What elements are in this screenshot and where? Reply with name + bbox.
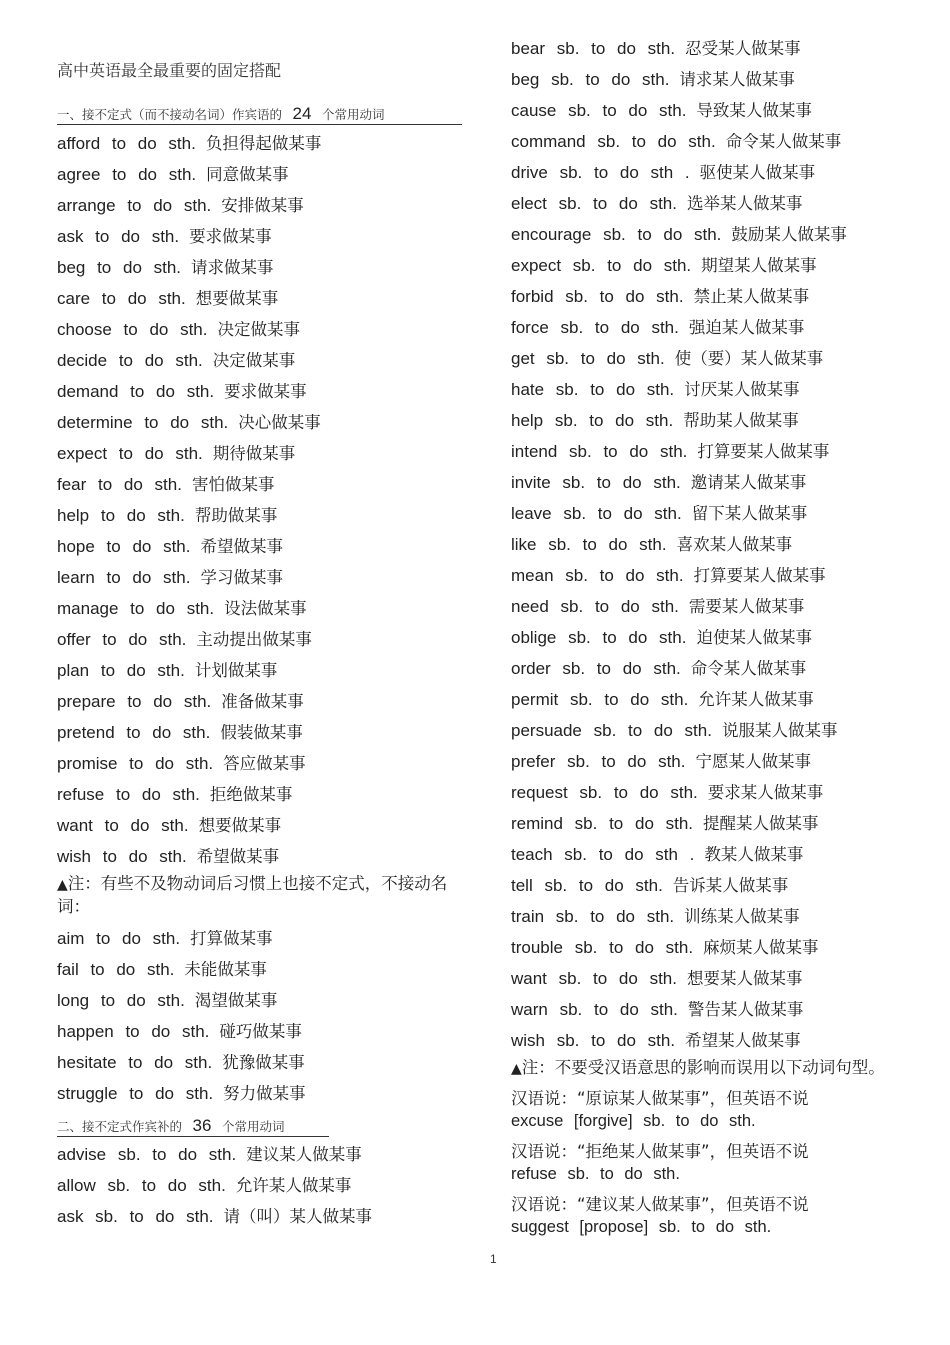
list-item	[57, 378, 321, 409]
phrase-chinese: 期待做某事	[212, 444, 296, 463]
list-item	[511, 686, 847, 717]
phrase-chinese: 希望做某事	[200, 537, 283, 556]
list-item	[57, 564, 321, 595]
list-item	[511, 1027, 847, 1058]
phrase-chinese: 强迫某人做某事	[688, 318, 805, 337]
list-item	[511, 934, 847, 965]
phrase-english: afford to do sth.	[57, 134, 196, 153]
phrase-chinese: 讨厌某人做某事	[684, 380, 800, 399]
phrase-chinese: 帮助做某事	[194, 506, 278, 525]
phrase-chinese: 帮助某人做某事	[683, 411, 799, 430]
phrase-chinese: 禁止某人做某事	[693, 287, 810, 306]
misuse-zh: 汉语说：“建议某人做某事”，但英语不说	[511, 1195, 809, 1214]
list-item	[511, 810, 847, 841]
list-item	[511, 593, 847, 624]
phrase-chinese: 负担得起做某事	[205, 134, 322, 153]
phrase-chinese: 准备做某事	[221, 692, 304, 711]
phrase-english: struggle to do sth.	[57, 1084, 214, 1103]
list-item	[511, 965, 847, 996]
phrase-chinese: 要求某人做某事	[707, 783, 824, 802]
phrase-english: ask sb. to do sth.	[57, 1207, 214, 1226]
phrase-chinese: 想要做某事	[195, 289, 279, 308]
section-2-count: 36	[192, 1116, 212, 1135]
phrase-chinese: 选举某人做某事	[686, 194, 803, 213]
phrase-english: beg sb. to do sth.	[511, 70, 670, 89]
phrase-chinese: 安排做某事	[221, 196, 304, 215]
list-item	[511, 903, 847, 934]
triangle-icon: ▲	[511, 1061, 522, 1077]
list-item	[511, 748, 847, 779]
phrase-english: want sb. to do sth.	[511, 969, 677, 988]
phrase-chinese: 碰巧做某事	[219, 1022, 302, 1041]
phrase-chinese: 训练某人做某事	[684, 907, 800, 926]
section-1-note-list	[57, 925, 306, 1111]
phrase-english: advise sb. to do sth.	[57, 1145, 237, 1164]
phrase-chinese: 驱使某人做某事	[699, 163, 816, 182]
list-item	[57, 1203, 372, 1234]
section-1-note	[57, 873, 462, 918]
list-item	[511, 314, 847, 345]
phrase-english: tell sb. to do sth.	[511, 876, 663, 895]
section-2-list-right	[511, 35, 847, 1058]
phrase-chinese: 决定做某事	[212, 351, 296, 370]
phrase-english: teach sb. to do sth .	[511, 845, 695, 864]
list-item	[511, 66, 847, 97]
phrase-english: demand to do sth.	[57, 382, 215, 401]
phrase-chinese: 迫使某人做某事	[696, 628, 812, 647]
list-item	[511, 531, 847, 562]
list-item	[57, 1172, 372, 1203]
section-2-note-text: 注：不要受汉语意思的影响而误用以下动词句型。	[521, 1058, 885, 1077]
phrase-english: invite sb. to do sth.	[511, 473, 681, 492]
phrase-chinese: 请（叫）某人做某事	[223, 1207, 373, 1226]
list-item	[511, 159, 847, 190]
phrase-chinese: 期望某人做某事	[701, 256, 817, 275]
section-1-note-text: 注：有些不及物动词后习惯上也接不定式，不接动名词：	[57, 874, 448, 916]
phrase-english: long to do sth.	[57, 991, 185, 1010]
phrase-english: refuse to do sth.	[57, 785, 200, 804]
phrase-english: happen to do sth.	[57, 1022, 210, 1041]
misuse-en: suggest [propose] sb. to do sth.	[511, 1218, 772, 1236]
phrase-chinese: 鼓励某人做某事	[731, 225, 847, 244]
phrase-english: oblige sb. to do sth.	[511, 628, 687, 647]
phrase-english: trouble sb. to do sth.	[511, 938, 694, 957]
phrase-chinese: 麻烦某人做某事	[703, 938, 819, 957]
phrase-chinese: 允许某人做某事	[698, 690, 814, 709]
phrase-english: like sb. to do sth.	[511, 535, 667, 554]
phrase-chinese: 渴望做某事	[194, 991, 278, 1010]
list-item	[511, 438, 847, 469]
list-item	[511, 345, 847, 376]
phrase-english: intend sb. to do sth.	[511, 442, 688, 461]
phrase-english: train sb. to do sth.	[511, 907, 675, 926]
phrase-english: help sb. to do sth.	[511, 411, 674, 430]
phrase-chinese: 希望做某事	[196, 847, 280, 866]
phrase-english: care to do sth.	[57, 289, 186, 308]
list-item	[511, 128, 847, 159]
phrase-chinese: 邀请某人做某事	[690, 473, 807, 492]
phrase-chinese: 警告某人做某事	[687, 1000, 804, 1019]
section-1-heading-suffix: 个常用动词	[322, 107, 385, 122]
list-item	[511, 376, 847, 407]
phrase-chinese: 留下某人做某事	[691, 504, 808, 523]
misuse-paragraph-1	[511, 1087, 809, 1133]
phrase-chinese: 努力做某事	[223, 1084, 306, 1103]
list-item	[57, 533, 321, 564]
list-item	[57, 1080, 306, 1111]
phrase-chinese: 答应做某事	[223, 754, 306, 773]
phrase-english: elect sb. to do sth.	[511, 194, 677, 213]
list-item	[57, 781, 321, 812]
phrase-chinese: 允许某人做某事	[235, 1176, 352, 1195]
phrase-chinese: 设法做某事	[224, 599, 307, 618]
phrase-english: aim to do sth.	[57, 929, 181, 948]
phrase-english: plan to do sth.	[57, 661, 185, 680]
list-item	[511, 469, 847, 500]
phrase-english: forbid sb. to do sth.	[511, 287, 684, 306]
list-item	[511, 996, 847, 1027]
phrase-english: command sb. to do sth.	[511, 132, 716, 151]
list-item	[57, 1141, 372, 1172]
phrase-chinese: 打算要某人做某事	[697, 442, 830, 461]
list-item	[511, 252, 847, 283]
phrase-english: offer to do sth.	[57, 630, 187, 649]
list-item	[57, 626, 321, 657]
phrase-english: hate sb. to do sth.	[511, 380, 675, 399]
list-item	[57, 409, 321, 440]
phrase-english: learn to do sth.	[57, 568, 191, 587]
list-item	[57, 812, 321, 843]
phrase-chinese: 忍受某人做某事	[685, 39, 801, 58]
list-item	[511, 407, 847, 438]
misuse-zh: 汉语说：“原谅某人做某事”，但英语不说	[511, 1089, 809, 1108]
section-1-list	[57, 130, 321, 874]
list-item	[57, 223, 321, 254]
list-item	[511, 221, 847, 252]
list-item	[511, 35, 847, 66]
list-item	[57, 1049, 306, 1080]
phrase-chinese: 说服某人做某事	[721, 721, 838, 740]
phrase-english: expect sb. to do sth.	[511, 256, 692, 275]
page-title: 高中英语最全最重要的固定搭配	[57, 61, 282, 80]
phrase-english: force sb. to do sth.	[511, 318, 679, 337]
misuse-paragraph-2	[511, 1140, 809, 1186]
phrase-chinese: 希望某人做某事	[685, 1031, 801, 1050]
phrase-english: bear sb. to do sth.	[511, 39, 676, 58]
list-item	[511, 500, 847, 531]
phrase-chinese: 犹豫做某事	[222, 1053, 305, 1072]
list-item	[511, 562, 847, 593]
list-item	[57, 843, 321, 874]
phrase-english: order sb. to do sth.	[511, 659, 681, 678]
list-item	[511, 779, 847, 810]
list-item	[57, 657, 321, 688]
phrase-english: persuade sb. to do sth.	[511, 721, 712, 740]
list-item	[57, 719, 321, 750]
misuse-paragraph-3	[511, 1193, 809, 1239]
phrase-chinese: 提醒某人做某事	[703, 814, 819, 833]
phrase-english: expect to do sth.	[57, 444, 203, 463]
phrase-english: hope to do sth.	[57, 537, 191, 556]
phrase-chinese: 学习做某事	[200, 568, 283, 587]
section-1-count: 24	[292, 104, 312, 123]
list-item	[511, 97, 847, 128]
phrase-english: manage to do sth.	[57, 599, 215, 618]
phrase-english: get sb. to do sth.	[511, 349, 665, 368]
list-item	[57, 254, 321, 285]
list-item	[57, 1018, 306, 1049]
phrase-chinese: 需要某人做某事	[688, 597, 805, 616]
phrase-chinese: 同意做某事	[206, 165, 289, 184]
misuse-zh: 汉语说：“拒绝某人做某事”，但英语不说	[511, 1142, 809, 1161]
phrase-english: want to do sth.	[57, 816, 189, 835]
phrase-chinese: 拒绝做某事	[209, 785, 293, 804]
phrase-english: pretend to do sth.	[57, 723, 211, 742]
phrase-english: leave sb. to do sth.	[511, 504, 682, 523]
phrase-english: hesitate to do sth.	[57, 1053, 213, 1072]
phrase-english: decide to do sth.	[57, 351, 203, 370]
phrase-english: prefer sb. to do sth.	[511, 752, 686, 771]
phrase-chinese: 导致某人做某事	[696, 101, 812, 120]
phrase-english: request sb. to do sth.	[511, 783, 698, 802]
section-1-heading	[57, 105, 462, 125]
phrase-chinese: 想要某人做某事	[686, 969, 803, 988]
phrase-english: fear to do sth.	[57, 475, 182, 494]
phrase-english: need sb. to do sth.	[511, 597, 679, 616]
phrase-english: help to do sth.	[57, 506, 185, 525]
list-item	[57, 925, 306, 956]
list-item	[57, 471, 321, 502]
phrase-english: determine to do sth.	[57, 413, 229, 432]
phrase-english: warn sb. to do sth.	[511, 1000, 678, 1019]
list-item	[57, 750, 321, 781]
phrase-chinese: 打算做某事	[190, 929, 273, 948]
list-item	[511, 872, 847, 903]
phrase-english: fail to do sth.	[57, 960, 175, 979]
phrase-english: agree to do sth.	[57, 165, 197, 184]
phrase-chinese: 命令某人做某事	[690, 659, 807, 678]
phrase-chinese: 害怕做某事	[191, 475, 275, 494]
phrase-english: remind sb. to do sth.	[511, 814, 694, 833]
section-2-note	[511, 1057, 931, 1080]
phrase-english: ask to do sth.	[57, 227, 180, 246]
section-2-heading	[57, 1117, 329, 1137]
phrase-chinese: 教某人做某事	[704, 845, 804, 864]
list-item	[57, 192, 321, 223]
phrase-chinese: 告诉某人做某事	[672, 876, 789, 895]
phrase-english: wish sb. to do sth.	[511, 1031, 676, 1050]
list-item	[57, 688, 321, 719]
phrase-chinese: 请求做某事	[191, 258, 274, 277]
list-item	[57, 502, 321, 533]
phrase-english: drive sb. to do sth .	[511, 163, 690, 182]
list-item	[57, 347, 321, 378]
list-item	[57, 285, 321, 316]
misuse-en: refuse sb. to do sth.	[511, 1165, 680, 1183]
phrase-english: permit sb. to do sth.	[511, 690, 689, 709]
triangle-icon: ▲	[57, 877, 68, 893]
phrase-chinese: 要求做某事	[189, 227, 272, 246]
phrase-english: beg to do sth.	[57, 258, 182, 277]
phrase-english: encourage sb. to do sth.	[511, 225, 722, 244]
phrase-english: wish to do sth.	[57, 847, 187, 866]
section-1-heading-prefix: 一、接不定式（而不接动名词）作宾语的	[57, 107, 283, 122]
list-item	[57, 595, 321, 626]
phrase-chinese: 请求某人做某事	[679, 70, 795, 89]
list-item	[57, 316, 321, 347]
list-item	[57, 161, 321, 192]
list-item	[511, 841, 847, 872]
list-item	[511, 190, 847, 221]
phrase-chinese: 决心做某事	[238, 413, 321, 432]
list-item	[57, 956, 306, 987]
phrase-english: mean sb. to do sth.	[511, 566, 684, 585]
phrase-english: cause sb. to do sth.	[511, 101, 687, 120]
phrase-chinese: 建议某人做某事	[246, 1145, 362, 1164]
section-2-heading-suffix: 个常用动词	[222, 1119, 285, 1134]
phrase-chinese: 假装做某事	[220, 723, 303, 742]
phrase-chinese: 决定做某事	[217, 320, 300, 339]
phrase-chinese: 宁愿某人做某事	[695, 752, 811, 771]
page-number: 1	[490, 1252, 497, 1266]
list-item	[511, 624, 847, 655]
list-item	[57, 130, 321, 161]
list-item	[57, 440, 321, 471]
list-item	[511, 283, 847, 314]
phrase-chinese: 喜欢某人做某事	[676, 535, 793, 554]
phrase-english: prepare to do sth.	[57, 692, 212, 711]
phrase-chinese: 要求做某事	[224, 382, 307, 401]
phrase-english: arrange to do sth.	[57, 196, 212, 215]
phrase-chinese: 打算要某人做某事	[693, 566, 826, 585]
phrase-chinese: 主动提出做某事	[196, 630, 312, 649]
phrase-chinese: 命令某人做某事	[725, 132, 842, 151]
phrase-chinese: 未能做某事	[184, 960, 267, 979]
phrase-english: allow sb. to do sth.	[57, 1176, 226, 1195]
phrase-chinese: 计划做某事	[194, 661, 278, 680]
phrase-english: choose to do sth.	[57, 320, 208, 339]
list-item	[511, 655, 847, 686]
misuse-en: excuse [forgive] sb. to do sth.	[511, 1112, 756, 1130]
section-2-list-left	[57, 1141, 372, 1234]
section-2-heading-prefix: 二、接不定式作宾补的	[57, 1119, 183, 1134]
phrase-chinese: 想要做某事	[198, 816, 282, 835]
phrase-chinese: 使（要）某人做某事	[674, 349, 824, 368]
list-item	[511, 717, 847, 748]
list-item	[57, 987, 306, 1018]
phrase-english: promise to do sth.	[57, 754, 214, 773]
